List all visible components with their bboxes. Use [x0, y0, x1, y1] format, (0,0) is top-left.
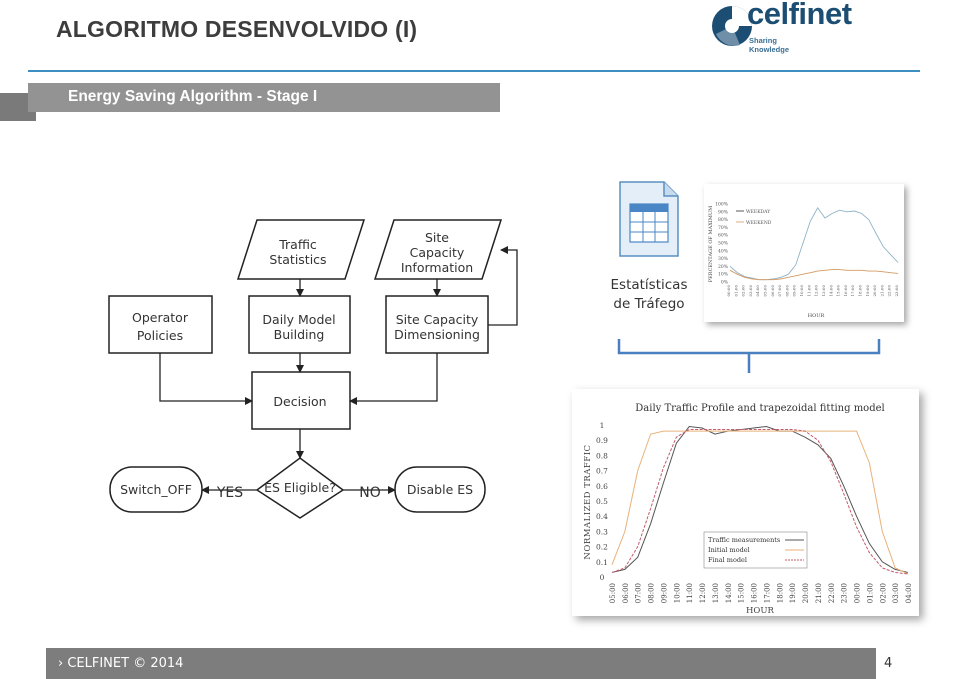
small-chart-xtick: 04:00 — [755, 285, 761, 297]
big-chart-ytick: 0.1 — [596, 557, 608, 567]
big-chart-xtick: 14:00 — [724, 583, 733, 604]
big-chart-xtick: 22:00 — [827, 583, 836, 604]
slide-subtitle: Energy Saving Algorithm - Stage I — [68, 88, 318, 105]
small-chart-xtick: 20:00 — [872, 285, 878, 297]
small-chart-legend-weekend: WEEKEND — [746, 221, 772, 226]
traffic-statistics-line1: Traffic — [279, 237, 317, 252]
big-chart-xtick: 06:00 — [621, 583, 630, 604]
small-chart-xtick: 06:00 — [769, 285, 775, 297]
logo-wordmark: celfinet — [747, 0, 852, 31]
spreadsheet-file-icon — [618, 180, 680, 258]
small-chart-xtick: 14:00 — [828, 285, 834, 297]
big-chart-xtick: 23:00 — [840, 583, 849, 604]
big-chart-xtick: 12:00 — [699, 583, 708, 604]
small-chart-xtick: 05:00 — [762, 285, 768, 297]
daily-model-building-line1: Daily Model — [262, 312, 336, 327]
small-chart-ytick: 0% — [720, 280, 728, 286]
big-chart-ytick: 0.4 — [596, 512, 608, 522]
big-chart-xtick: 21:00 — [814, 583, 823, 604]
small-chart-xtick: 01:00 — [733, 285, 739, 297]
big-chart-xtick: 15:00 — [737, 583, 746, 604]
small-chart-xtick: 10:00 — [799, 285, 805, 297]
site-capacity-dimensioning-line1: Site Capacity — [395, 312, 479, 327]
curly-brace — [615, 335, 885, 377]
decision-label: Decision — [273, 394, 327, 409]
small-chart-ytick: 60% — [717, 233, 728, 239]
big-chart-xtick: 04:00 — [905, 583, 913, 604]
small-chart-xtick: 16:00 — [842, 285, 848, 297]
small-chart-xtick: 00:00 — [726, 285, 731, 297]
small-chart-xtick: 13:00 — [820, 285, 826, 297]
small-chart-legend-weekday: WEEKDAY — [746, 210, 771, 215]
small-chart-ytick: 80% — [717, 218, 728, 224]
small-chart-xtick: 11:00 — [806, 285, 812, 297]
site-capacity-information-line2: Capacity — [409, 245, 465, 260]
big-chart-xtick: 00:00 — [853, 583, 862, 604]
big-chart-xtick: 07:00 — [634, 583, 643, 604]
big-chart-legend-initial: Initial model — [708, 546, 750, 554]
big-chart-ytick: 0.3 — [596, 527, 608, 537]
big-chart-legend-final: Final model — [708, 556, 747, 564]
small-chart-ytick: 40% — [717, 249, 728, 255]
small-chart-ytick: 70% — [717, 225, 728, 231]
small-chart-xtick: 17:00 — [850, 285, 856, 297]
small-chart-series-weekend — [730, 270, 898, 280]
big-chart-ytick: 0.6 — [596, 481, 608, 491]
big-chart-xtick: 20:00 — [802, 583, 811, 604]
big-chart-xtick: 11:00 — [686, 583, 695, 604]
operator-policies-line1: Operator — [132, 310, 188, 325]
big-chart-ytick: 0.7 — [596, 466, 608, 476]
small-chart-xlabel: HOUR — [807, 313, 825, 319]
small-chart-xtick: 21:00 — [879, 285, 885, 297]
small-chart-xtick: 23:00 — [894, 285, 899, 297]
big-chart-xtick: 09:00 — [660, 583, 669, 604]
big-chart-xtick: 13:00 — [711, 583, 720, 604]
small-chart-ytick: 20% — [717, 264, 728, 270]
small-chart-ytick: 50% — [717, 241, 728, 247]
operator-policies-line2: Policies — [136, 328, 184, 343]
small-chart-xtick: 09:00 — [791, 285, 797, 297]
small-chart-xtick: 12:00 — [813, 285, 819, 297]
footer-text: › CELFINET © 2014 — [58, 656, 184, 671]
no-label: NO — [359, 485, 381, 501]
site-capacity-information-line1: Site — [425, 230, 449, 245]
small-chart-xtick: 07:00 — [777, 285, 783, 297]
small-traffic-chart-card — [704, 184, 904, 322]
estatisticas-line1: Estatísticas — [610, 277, 688, 293]
small-chart-ytick: 100% — [715, 202, 728, 208]
big-chart-ytick: 1 — [599, 421, 605, 430]
page-number: 4 — [884, 656, 893, 671]
big-chart-legend-measurements: Traffic measurements — [708, 536, 781, 544]
disable-es-label: Disable ES — [406, 482, 474, 497]
small-chart-xtick: 18:00 — [857, 285, 863, 297]
big-chart-ytick: 0.5 — [596, 497, 608, 506]
site-capacity-dimensioning-line2: Dimensioning — [394, 327, 480, 342]
big-chart-xtick: 19:00 — [789, 583, 798, 604]
small-chart-xtick: 22:00 — [886, 285, 892, 297]
small-chart-xtick: 15:00 — [835, 285, 841, 297]
big-chart-xtick: 17:00 — [763, 583, 772, 604]
big-chart-xtick: 02:00 — [879, 583, 888, 604]
big-chart-ylabel: NORMALIZED TRAFFIC — [583, 444, 593, 560]
big-chart-xtick: 01:00 — [866, 583, 875, 604]
small-chart-ytick: 10% — [717, 272, 728, 278]
big-chart-xtick: 18:00 — [776, 583, 785, 604]
big-chart-ytick: 0 — [599, 573, 605, 582]
yes-label: YES — [216, 485, 244, 501]
small-chart-ylabel: PERCENTAGE OF MAXIMUM — [708, 205, 714, 283]
big-chart-title: Daily Traffic Profile and trapezoidal fitting model — [635, 403, 885, 414]
small-chart-series-weekday — [730, 208, 898, 280]
small-chart-ytick: 90% — [717, 210, 728, 216]
logo-tagline-1: Sharing — [749, 36, 777, 45]
es-eligible-label: ES Eligible? — [264, 480, 336, 495]
big-chart-xtick: 10:00 — [673, 583, 682, 604]
small-chart-xtick: 03:00 — [747, 285, 753, 297]
site-capacity-information-line3: Information — [400, 260, 474, 275]
estatisticas-line2: de Tráfego — [613, 296, 685, 312]
traffic-statistics-line2: Statistics — [269, 252, 327, 267]
big-chart-xtick: 08:00 — [647, 583, 656, 604]
big-chart-xtick: 16:00 — [750, 583, 759, 604]
daily-traffic-chart-card — [572, 389, 919, 616]
big-chart-xlabel: HOUR — [746, 606, 774, 616]
daily-traffic-chart — [572, 389, 919, 616]
big-chart-ytick: 0.9 — [596, 436, 608, 446]
big-chart-ytick: 0.2 — [596, 542, 608, 552]
switch-off-label: Switch_OFF — [120, 482, 192, 497]
slide-title: ALGORITMO DESENVOLVIDO (I) — [56, 16, 418, 42]
big-chart-ytick: 0.8 — [596, 451, 608, 461]
small-chart-xtick: 02:00 — [740, 285, 746, 297]
small-traffic-chart — [704, 184, 904, 322]
small-chart-xtick: 08:00 — [784, 285, 790, 297]
big-chart-xtick: 03:00 — [892, 583, 901, 604]
big-chart-xtick: 05:00 — [609, 583, 617, 604]
small-chart-ytick: 30% — [717, 257, 728, 263]
logo-tagline-2: Knowledge — [749, 45, 790, 54]
daily-model-building-line2: Building — [273, 327, 325, 342]
estatisticas-label — [596, 276, 702, 314]
small-chart-xtick: 19:00 — [864, 285, 870, 297]
